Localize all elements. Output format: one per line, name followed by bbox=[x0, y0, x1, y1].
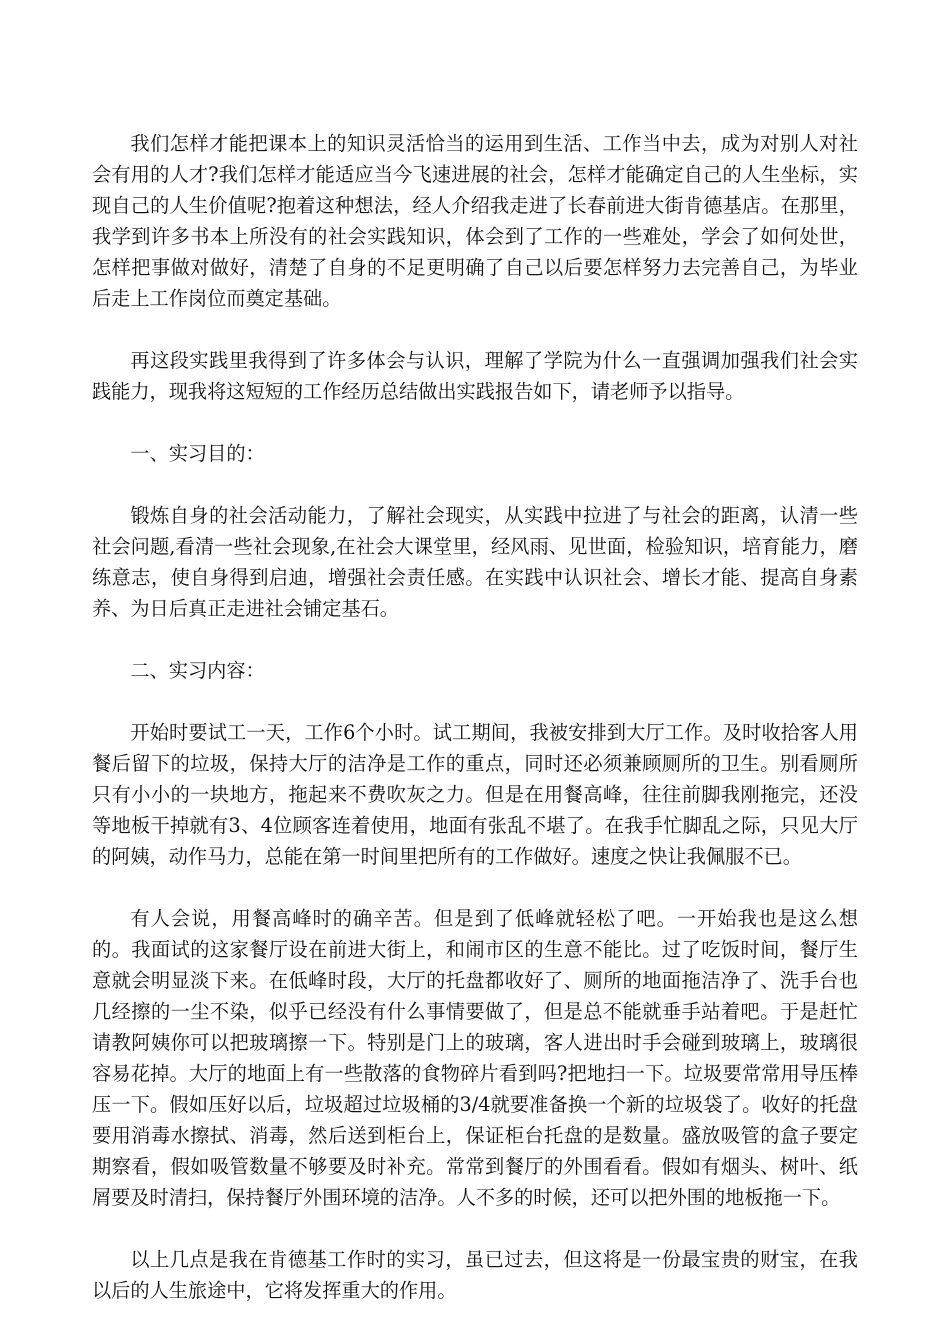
paragraph-objective: 锻炼自身的社会活动能力，了解社会现实，从实践中拉进了与社会的距离，认清一些社会问题,看清一些社会现象,在社会大课堂里，经风雨、见世面，检验知识，培育能力，磨练意志，使自身得到启迪，增强社会责任感。在实践中认识社会、增长才能、提高自身素养、为日后真正走进社会铺定基石。 bbox=[92, 504, 858, 620]
paragraph-off-peak: 有人会说，用餐高峰时的确辛苦。但是到了低峰就轻松了吧。一开始我也是这么想的。我面试的这家餐厅设在前进大街上，和闹市区的生意不能比。过了吃饭时间，餐厅生意就会明显淡下来。在低峰时段，大厅的托盘都收好了、厕所的地面拖洁净了、洗手台也几经擦的一尘不染，似乎已经没有什么事情要做了，但是总不能就垂手站着吧。于是赶忙请教阿姨你可以把玻璃擦一下。特别是门上的玻璃，客人进出时手会碰到玻璃上，玻璃很容易花掉。大厅的地面上有一些散落的食物碎片看到吗?把地扫一下。垃圾要常常用导压棒压一下。假如压好以后，垃圾超过垃圾桶的3/4就要准备换一个新的垃圾袋了。收好的托盘要用消毒水擦拭、消毒，然后送到柜台上，保证柜台托盘的是数量。盛放吸管的盒子要定期察看，假如吸管数量不够要及时补充。常常到餐厅的外围看看。假如有烟头、树叶、纸屑要及时清扫，保持餐厅外围环境的洁净。人不多的时候，还可以把外围的地板拖一下。 bbox=[92, 907, 858, 1209]
paragraph-conclusion: 以上几点是我在肯德基工作时的实习，虽已过去，但这将是一份最宝贵的财宝，在我以后的人生旅途中，它将发挥重大的作用。 bbox=[92, 1248, 858, 1302]
paragraph-trial-work: 开始时要试工一天，工作6个小时。试工期间，我被安排到大厅工作。及时收拾客人用餐后留下的垃圾，保持大厅的洁净是工作的重点，同时还必须兼顾厕所的卫生。别看厕所只有小小的一块地方，拖起来不费吹灰之力。但是在用餐高峰，往往前脚我刚拖完，还没等地板干掉就有3、4位顾客连着使用，地面有张乱不堪了。在我手忙脚乱之际，只见大厅的阿姨，动作马力，总能在第一时间里把所有的工作做好。速度之快让我佩服不已。 bbox=[92, 721, 858, 868]
paragraph-intro: 我们怎样才能把课本上的知识灵活恰当的运用到生活、工作当中去，成为对别人对社会有用的人才?我们怎样才能适应当今飞速进展的社会，怎样才能确定自己的人生坐标，实现自己的人生价值呢?抱着这种想法，经人介绍我走进了长春前进大街肯德基店。在那里，我学到许多书本上所没有的社会实践知识，体会到了工作的一些难处，学会了如何处世，怎样把事做对做好，清楚了自身的不足更明确了自己以后要怎样努力去完善自己，为毕业后走上工作岗位而奠定基础。 bbox=[92, 132, 858, 310]
section-heading-content: 二、实习内容： bbox=[130, 659, 265, 682]
section-heading-objective: 一、实习目的： bbox=[130, 442, 265, 465]
paragraph-report-purpose: 再这段实践里我得到了许多体会与认识，理解了学院为什么一直强调加强我们社会实践能力，现我将这短短的工作经历总结做出实践报告如下，请老师予以指导。 bbox=[92, 349, 858, 403]
